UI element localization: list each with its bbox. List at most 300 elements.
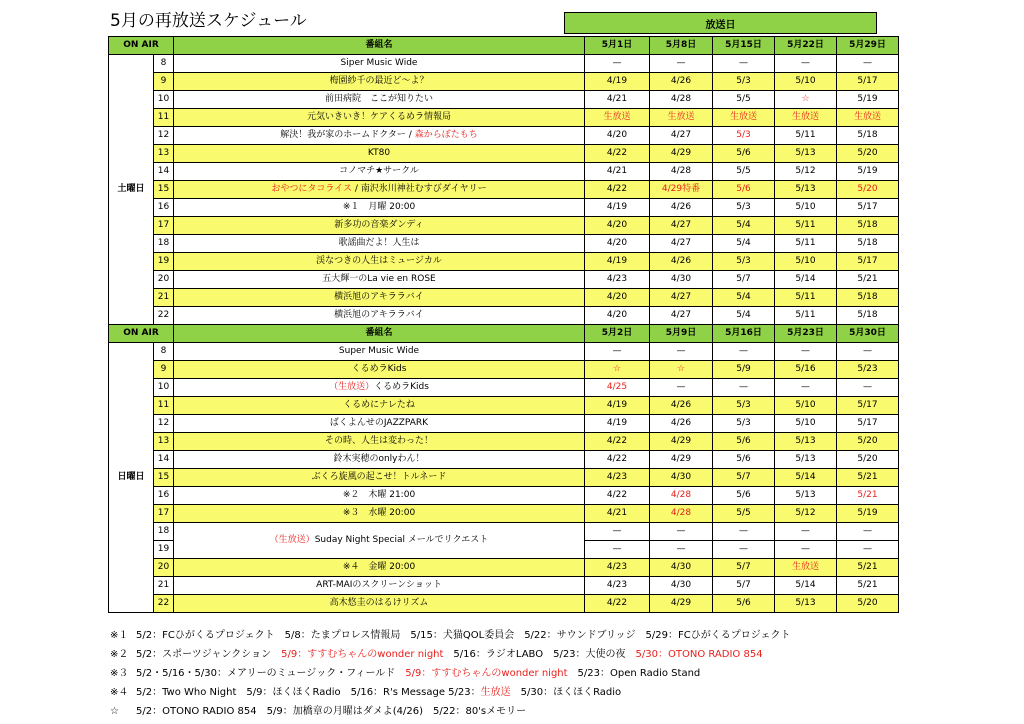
date-cell: 4/20 — [585, 217, 650, 235]
hour-cell: 8 — [154, 55, 174, 73]
table-row — [109, 55, 899, 73]
hour-cell: 16 — [154, 487, 174, 505]
date-cell: ☆ — [650, 361, 713, 379]
date-cell: 4/29特番 — [650, 181, 713, 199]
date-cell: 5/6 — [713, 595, 775, 613]
date-cell: 4/26 — [650, 199, 713, 217]
date-cell: 4/28 — [650, 505, 713, 523]
date-cell: 5/21 — [837, 487, 899, 505]
broadcast-date-header: 放送日 — [564, 12, 877, 34]
date-cell: — — [650, 523, 713, 541]
date-cell: 5/18 — [837, 307, 899, 325]
date-cell: 5/3 — [713, 253, 775, 271]
program-name — [174, 343, 585, 361]
date-header: 5月16日 — [713, 325, 775, 343]
date-cell: 5/4 — [713, 307, 775, 325]
program-name-part: その時、人生は変わった！ — [325, 436, 433, 446]
date-cell: 5/12 — [775, 163, 837, 181]
header-row — [109, 325, 899, 343]
footnote-mark: ☆ — [110, 706, 119, 717]
date-cell: 4/30 — [650, 559, 713, 577]
hour-cell: 8 — [154, 343, 174, 361]
program-name — [174, 307, 585, 325]
program-name — [174, 523, 585, 559]
hour-cell: 15 — [154, 181, 174, 199]
date-cell: — — [837, 379, 899, 397]
hour-cell: 14 — [154, 451, 174, 469]
hour-cell: 20 — [154, 559, 174, 577]
table-row — [109, 163, 899, 181]
program-name-part: 歌謡曲だよ！人生は — [338, 238, 420, 248]
date-cell: 5/11 — [775, 307, 837, 325]
hour-cell: 13 — [154, 145, 174, 163]
program-name-part: ばくよんせのJAZZPARK — [329, 418, 429, 428]
table-row — [109, 199, 899, 217]
hour-cell: 12 — [154, 415, 174, 433]
program-name — [174, 73, 585, 91]
date-cell: — — [585, 523, 650, 541]
date-cell: 4/19 — [585, 415, 650, 433]
program-name-part: 鈴木実穂のonlyわん！ — [333, 454, 425, 464]
date-cell: 5/17 — [837, 199, 899, 217]
table-row — [109, 271, 899, 289]
date-cell: 生放送 — [775, 109, 837, 127]
date-cell: 4/23 — [585, 469, 650, 487]
date-cell: 5/21 — [837, 271, 899, 289]
footnote — [110, 645, 1010, 664]
date-cell: — — [650, 541, 713, 559]
date-cell: 5/6 — [713, 487, 775, 505]
table-row — [109, 451, 899, 469]
program-name — [174, 469, 585, 487]
hour-cell: 9 — [154, 73, 174, 91]
footnote-text: 5/30：OTONO RADIO 854 — [635, 649, 763, 660]
date-cell: 5/11 — [775, 289, 837, 307]
footnote-text: 5/2：OTONO RADIO 854 5/9：加橋章の月曜はダメよ(4/26) 5/22：80'sメモリー — [136, 706, 527, 717]
program-name — [174, 397, 585, 415]
program-name-part: 五大輝一のLa vie en ROSE — [322, 274, 436, 284]
program-name — [174, 559, 585, 577]
program-name — [174, 451, 585, 469]
date-cell: 4/21 — [585, 505, 650, 523]
hour-cell: 19 — [154, 541, 174, 559]
date-cell: 5/18 — [837, 217, 899, 235]
date-cell: 5/3 — [713, 127, 775, 145]
date-cell: — — [585, 343, 650, 361]
date-cell: — — [585, 55, 650, 73]
program-name — [174, 487, 585, 505]
schedule-table — [108, 36, 899, 613]
date-cell: 生放送 — [775, 559, 837, 577]
program-name — [174, 361, 585, 379]
date-cell: — — [775, 379, 837, 397]
date-cell: — — [650, 379, 713, 397]
date-cell: 4/29 — [650, 451, 713, 469]
table-row — [109, 577, 899, 595]
table-row — [109, 109, 899, 127]
date-cell: 5/3 — [713, 199, 775, 217]
date-cell: 5/14 — [775, 271, 837, 289]
date-cell: 5/5 — [713, 505, 775, 523]
date-cell: 5/18 — [837, 127, 899, 145]
date-cell: 4/29 — [650, 595, 713, 613]
date-header: 5月30日 — [837, 325, 899, 343]
date-cell: — — [650, 343, 713, 361]
date-cell: 4/22 — [585, 433, 650, 451]
program-name-part: KT80 — [367, 148, 391, 158]
footnote-text: 5/2：Two Who Night 5/9：ほくほくRadio 5/16：R's Message 5/23： — [136, 687, 481, 698]
date-cell: 4/28 — [650, 163, 713, 181]
hour-cell: 20 — [154, 271, 174, 289]
program-name-part: 渓なつきの人生はミュージカル — [316, 256, 442, 266]
footnote-mark: ※３ — [110, 668, 129, 679]
date-cell: 5/3 — [713, 415, 775, 433]
date-cell: — — [713, 343, 775, 361]
program-name-part: ※３ 水曜 20:00 — [342, 508, 416, 518]
footnote — [110, 702, 1010, 721]
date-cell: — — [713, 541, 775, 559]
date-cell: 5/6 — [713, 451, 775, 469]
program-header: 番組名 — [174, 325, 585, 343]
program-name-part: Super Music Wide — [338, 346, 420, 356]
program-name — [174, 181, 585, 199]
footnote-mark: ※２ — [110, 649, 129, 660]
table-row — [109, 469, 899, 487]
date-cell: 5/13 — [775, 487, 837, 505]
date-cell: 5/11 — [775, 235, 837, 253]
date-cell: 5/10 — [775, 397, 837, 415]
day-label: 土曜日 — [109, 55, 154, 325]
table-row — [109, 415, 899, 433]
program-name — [174, 577, 585, 595]
date-cell: 4/22 — [585, 181, 650, 199]
date-cell: 生放送 — [837, 109, 899, 127]
program-name-part: 高木悠圭のはるけリズム — [329, 598, 429, 608]
program-name — [174, 253, 585, 271]
date-cell: 5/20 — [837, 451, 899, 469]
date-cell: — — [837, 55, 899, 73]
hour-cell: 12 — [154, 127, 174, 145]
program-name-part: （生放送） — [269, 535, 315, 545]
program-name — [174, 235, 585, 253]
hour-cell: 13 — [154, 433, 174, 451]
program-name-part: コノマチ★サークル — [339, 166, 419, 176]
program-name-part: 横浜旭のアキララバイ — [334, 292, 424, 302]
program-name — [174, 91, 585, 109]
date-header: 5月2日 — [585, 325, 650, 343]
program-name — [174, 199, 585, 217]
date-cell: 5/13 — [775, 145, 837, 163]
date-cell: 4/26 — [650, 253, 713, 271]
footnote-text: 5/2：スポーツジャンクション — [136, 649, 282, 660]
footnotes — [110, 626, 1010, 721]
date-cell: 4/19 — [585, 199, 650, 217]
date-cell: — — [713, 55, 775, 73]
date-cell: 5/3 — [713, 397, 775, 415]
date-header: 5月29日 — [837, 37, 899, 55]
date-cell: 5/20 — [837, 433, 899, 451]
date-cell: 5/4 — [713, 235, 775, 253]
program-name-part: （生放送） — [329, 382, 375, 392]
day-label: 日曜日 — [109, 343, 154, 613]
table-row — [109, 397, 899, 415]
date-cell: 4/21 — [585, 91, 650, 109]
date-cell: 5/20 — [837, 595, 899, 613]
date-cell: 4/26 — [650, 397, 713, 415]
date-cell: 5/13 — [775, 181, 837, 199]
program-name-part: くるめラKids — [374, 382, 429, 392]
date-cell: 5/18 — [837, 289, 899, 307]
program-name — [174, 217, 585, 235]
date-cell: 5/17 — [837, 415, 899, 433]
date-cell: 5/21 — [837, 577, 899, 595]
footnote — [110, 626, 1010, 645]
hour-cell: 21 — [154, 289, 174, 307]
hour-cell: 17 — [154, 505, 174, 523]
date-cell: 5/21 — [837, 559, 899, 577]
date-cell: — — [775, 523, 837, 541]
table-row — [109, 523, 899, 541]
date-cell: 4/30 — [650, 577, 713, 595]
date-cell: — — [837, 343, 899, 361]
date-cell: 4/27 — [650, 307, 713, 325]
date-header: 5月22日 — [775, 37, 837, 55]
date-cell: 5/7 — [713, 577, 775, 595]
date-cell: 5/17 — [837, 397, 899, 415]
program-name — [174, 415, 585, 433]
date-cell: 生放送 — [585, 109, 650, 127]
date-cell: 5/5 — [713, 163, 775, 181]
footnote-text: 5/2：FCひがくるプロジェクト 5/8：たまプロレス情報局 5/15：犬猫QOL委員会 5/22：サウンドブリッジ 5/29：FCひがくるプロジェクト — [136, 630, 791, 641]
date-cell: — — [713, 379, 775, 397]
date-cell: 5/10 — [775, 253, 837, 271]
date-cell: 生放送 — [650, 109, 713, 127]
table-row — [109, 595, 899, 613]
program-header: 番組名 — [174, 37, 585, 55]
date-cell: 5/19 — [837, 163, 899, 181]
date-header: 5月9日 — [650, 325, 713, 343]
table-row — [109, 235, 899, 253]
date-cell: 4/23 — [585, 559, 650, 577]
table-row — [109, 361, 899, 379]
date-cell: — — [585, 541, 650, 559]
date-cell: 5/4 — [713, 217, 775, 235]
date-cell: 5/12 — [775, 505, 837, 523]
table-row — [109, 307, 899, 325]
program-name — [174, 109, 585, 127]
table-row — [109, 253, 899, 271]
date-cell: 5/21 — [837, 469, 899, 487]
header-row — [109, 37, 899, 55]
program-name-part: 森からぼたもち — [414, 130, 478, 140]
on-air-header: ON AIR — [109, 37, 174, 55]
hour-cell: 21 — [154, 577, 174, 595]
program-name — [174, 163, 585, 181]
hour-cell: 18 — [154, 523, 174, 541]
program-name — [174, 595, 585, 613]
program-name-part: ※４ 金曜 20:00 — [342, 562, 416, 572]
date-cell: 4/28 — [650, 487, 713, 505]
date-cell: 5/5 — [713, 91, 775, 109]
hour-cell: 11 — [154, 109, 174, 127]
date-cell: 4/22 — [585, 487, 650, 505]
program-name-part: 横浜旭のアキララバイ — [334, 310, 424, 320]
date-cell: 4/25 — [585, 379, 650, 397]
date-cell: 4/22 — [585, 145, 650, 163]
program-name-part: ※１ 月曜 20:00 — [342, 202, 416, 212]
date-cell: 5/13 — [775, 451, 837, 469]
table-row — [109, 379, 899, 397]
date-cell: 4/27 — [650, 235, 713, 253]
footnote — [110, 664, 1010, 683]
footnote-text: 生放送 — [480, 687, 511, 698]
table-row — [109, 433, 899, 451]
footnote-mark: ※１ — [110, 630, 129, 641]
date-cell: ☆ — [585, 361, 650, 379]
page-title: 5月の再放送スケジュール — [110, 11, 307, 31]
date-cell: — — [713, 523, 775, 541]
footnote-text: 5/9：すすむちゃんのwonder night — [281, 649, 444, 660]
date-cell: — — [650, 55, 713, 73]
hour-cell: 22 — [154, 595, 174, 613]
program-name-part: 新多功の音楽ダンディ — [334, 220, 424, 230]
table-row — [109, 73, 899, 91]
date-cell: 5/7 — [713, 559, 775, 577]
program-name-part: 元気いきいき！ケアくるめラ情報局 — [306, 112, 451, 122]
date-header: 5月23日 — [775, 325, 837, 343]
date-cell: 5/17 — [837, 253, 899, 271]
date-cell: ☆ — [775, 91, 837, 109]
date-cell: 4/20 — [585, 235, 650, 253]
table-row — [109, 343, 899, 361]
hour-cell: 18 — [154, 235, 174, 253]
program-name — [174, 55, 585, 73]
date-cell: 5/4 — [713, 289, 775, 307]
date-cell: 5/20 — [837, 145, 899, 163]
date-cell: 4/22 — [585, 451, 650, 469]
date-cell: 生放送 — [713, 109, 775, 127]
program-name — [174, 127, 585, 145]
date-cell: 4/19 — [585, 73, 650, 91]
hour-cell: 16 — [154, 199, 174, 217]
date-cell: 5/10 — [775, 199, 837, 217]
table-row — [109, 487, 899, 505]
date-cell: 5/6 — [713, 181, 775, 199]
program-name-part: Siper Music Wide — [340, 58, 418, 68]
date-cell: 5/10 — [775, 73, 837, 91]
date-cell: 5/7 — [713, 469, 775, 487]
hour-cell: 22 — [154, 307, 174, 325]
date-cell: 4/27 — [650, 289, 713, 307]
date-cell: 5/16 — [775, 361, 837, 379]
table-row — [109, 505, 899, 523]
hour-cell: 17 — [154, 217, 174, 235]
date-cell: 5/11 — [775, 127, 837, 145]
footnote-text: 5/2・5/16・5/30：メアリーのミュージック・フィールド — [136, 668, 406, 679]
date-cell: 5/10 — [775, 415, 837, 433]
table-row — [109, 127, 899, 145]
date-cell: — — [775, 55, 837, 73]
table-row — [109, 217, 899, 235]
table-row — [109, 181, 899, 199]
date-cell: 4/23 — [585, 271, 650, 289]
date-cell: 5/19 — [837, 91, 899, 109]
date-cell: 4/23 — [585, 577, 650, 595]
date-cell: 4/29 — [650, 145, 713, 163]
date-cell: 5/6 — [713, 433, 775, 451]
program-name-part: おやつにタコライス — [271, 184, 353, 194]
date-cell: 4/20 — [585, 307, 650, 325]
program-name — [174, 145, 585, 163]
date-cell: 5/23 — [837, 361, 899, 379]
program-name-part: 前田病院 ここが知りたい — [324, 94, 433, 104]
program-name-part: ART-MAIのスクリーンショット — [316, 580, 442, 590]
date-header: 5月15日 — [713, 37, 775, 55]
date-header: 5月1日 — [585, 37, 650, 55]
date-cell: 5/11 — [775, 217, 837, 235]
date-cell: 4/19 — [585, 253, 650, 271]
date-cell: 4/30 — [650, 469, 713, 487]
hour-cell: 10 — [154, 379, 174, 397]
hour-cell: 9 — [154, 361, 174, 379]
footnote-mark: ※４ — [110, 687, 129, 698]
date-cell: 5/13 — [775, 595, 837, 613]
date-cell: — — [775, 541, 837, 559]
date-header: 5月8日 — [650, 37, 713, 55]
program-name — [174, 505, 585, 523]
date-cell: 4/26 — [650, 415, 713, 433]
date-cell: 4/26 — [650, 73, 713, 91]
table-row — [109, 559, 899, 577]
footnote-text: 5/16：ラジオLABO 5/23：大使の夜 — [443, 649, 636, 660]
date-cell: 4/20 — [585, 289, 650, 307]
date-cell: 5/13 — [775, 433, 837, 451]
date-cell: 5/20 — [837, 181, 899, 199]
table-row — [109, 91, 899, 109]
date-cell: 4/30 — [650, 271, 713, 289]
date-cell: 4/28 — [650, 91, 713, 109]
date-cell: 5/17 — [837, 73, 899, 91]
table-row — [109, 289, 899, 307]
program-name-part: ※２ 木曜 21:00 — [342, 490, 416, 500]
date-cell: — — [837, 523, 899, 541]
hour-cell: 10 — [154, 91, 174, 109]
on-air-header: ON AIR — [109, 325, 174, 343]
program-name-part: 解決！我が家のホームドクター / — [280, 130, 415, 140]
hour-cell: 11 — [154, 397, 174, 415]
date-cell: 4/21 — [585, 163, 650, 181]
program-name — [174, 379, 585, 397]
date-cell: 5/14 — [775, 577, 837, 595]
hour-cell: 19 — [154, 253, 174, 271]
date-cell: 5/3 — [713, 73, 775, 91]
program-name-part: / 南沢氷川神社むすびダイヤリー — [352, 184, 487, 194]
hour-cell: 14 — [154, 163, 174, 181]
date-cell: 5/9 — [713, 361, 775, 379]
program-name — [174, 271, 585, 289]
date-cell: 5/18 — [837, 235, 899, 253]
date-cell: 4/19 — [585, 397, 650, 415]
date-cell: 5/19 — [837, 505, 899, 523]
footnote-text: 5/30：ほくほくRadio — [510, 687, 622, 698]
program-name-part: Suday Night Special メールでリクエスト — [314, 535, 489, 545]
date-cell: 4/29 — [650, 433, 713, 451]
program-name-part: くるめにナレたね — [343, 400, 415, 410]
date-cell: — — [775, 343, 837, 361]
date-cell: 5/14 — [775, 469, 837, 487]
footnote-text: 5/9：すすむちゃんのwonder night — [405, 668, 568, 679]
date-cell: 4/27 — [650, 127, 713, 145]
